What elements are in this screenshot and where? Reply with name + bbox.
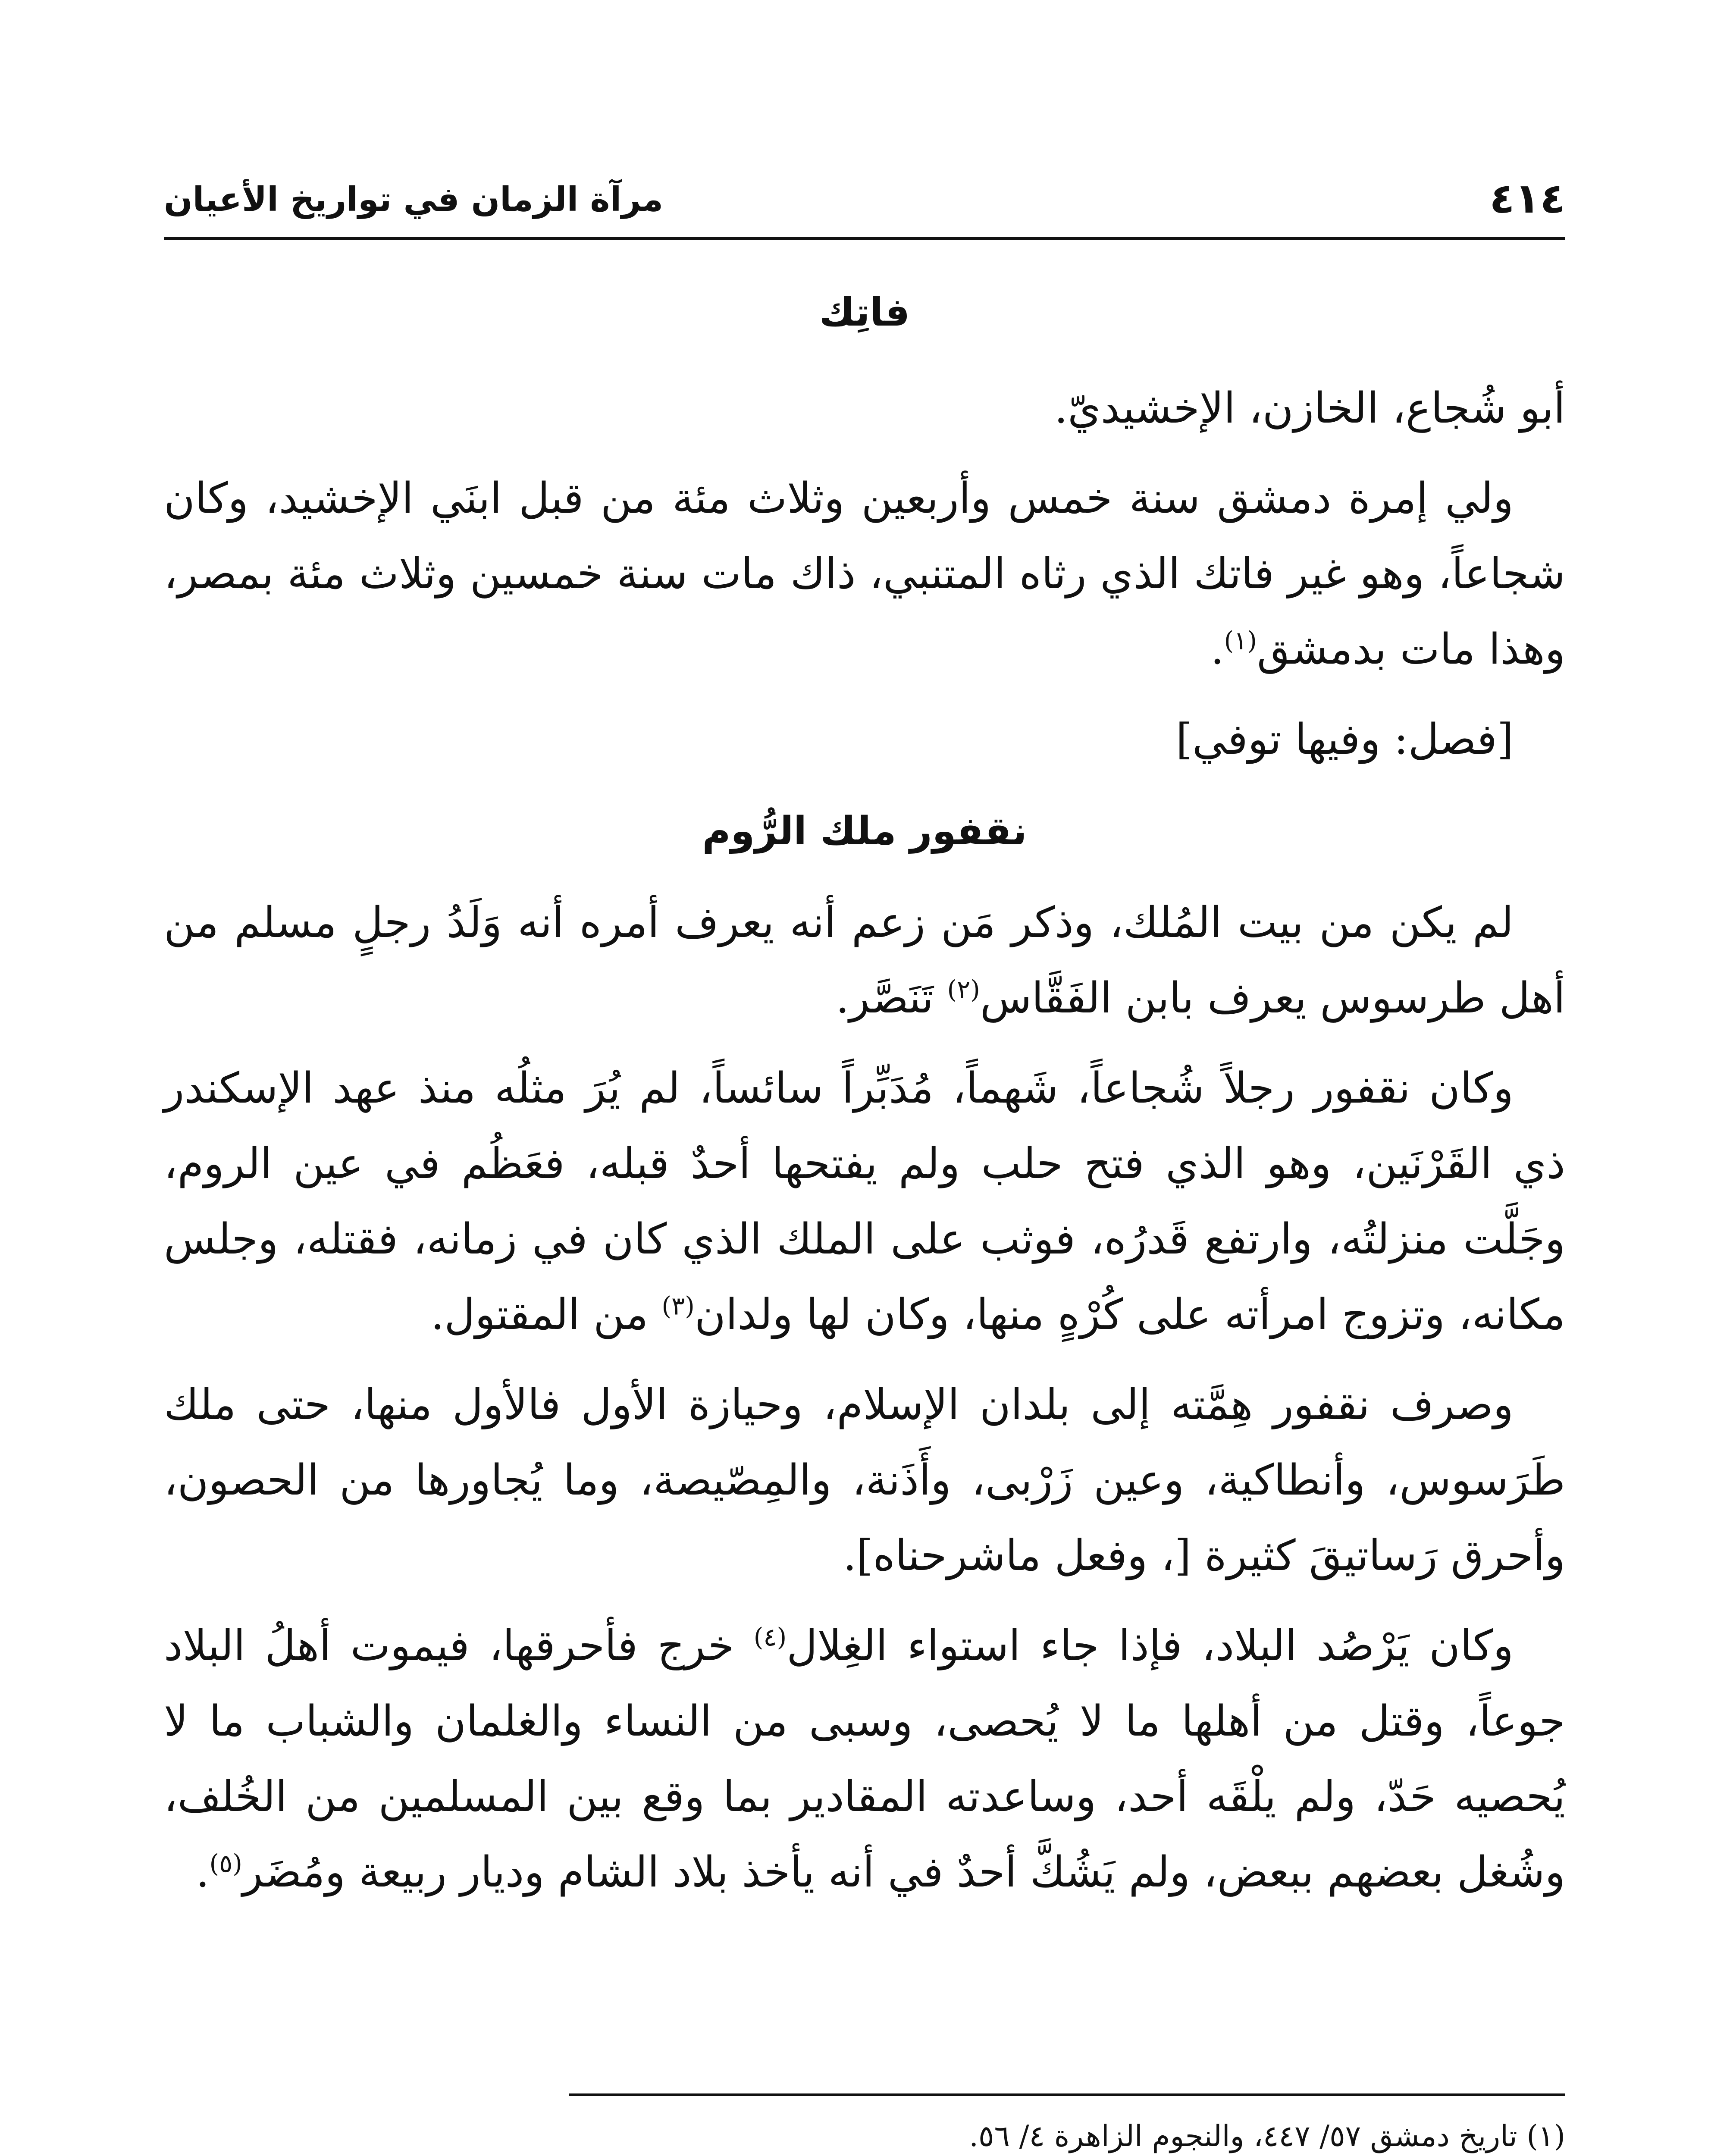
entry-2-paragraph-3: وصرف نقفور هِمَّته إلى بلدان الإسلام، وحيازة الأول فالأول منها، حتى ملك طَرَسوس، وأنطاكية، وعين زَرْبى، وأَذَنة، والمِصّيصة، وما يُجاورها من الحصون، وأحرق رَساتيقَ كثيرة [، وفعل ماشرحناه].: [164, 1380, 1565, 1580]
footnote-ref-5: (٥): [209, 1849, 242, 1878]
entry-1-paragraph-2-text: ولي إمرة دمشق سنة خمس وأربعين وثلاث مئة من قبل ابنَي الإخشيد، وكان شجاعاً، وهو غير فاتك الذي رثاه المتنبي، ذاك مات سنة خمسين وثلاث مئة بمصر، وهذا مات بدمشق: [164, 474, 1565, 674]
footnote-ref-2: (٢): [947, 975, 980, 1004]
entry-2-paragraph-4-text-a: وكان يَرْصُد البلاد، فإذا جاء استواء الغِلال: [787, 1621, 1514, 1670]
running-title: مرآة الزمان في تواريخ الأعيان: [164, 180, 664, 219]
entry-2-paragraph-4-text-c: .: [196, 1848, 210, 1897]
entry-1-paragraph-2: [164, 461, 1565, 687]
section-note: [فصل: وفيها توفي]: [1175, 715, 1514, 764]
page-body: [164, 276, 1565, 1925]
entry-2-paragraph-2-text-b: من المقتول.: [431, 1290, 662, 1339]
entry-2-paragraph-1: [164, 885, 1565, 1036]
footnote-ref-3: (٣): [661, 1291, 695, 1321]
page-number: ٤١٤: [1489, 174, 1565, 222]
entry-1-paragraph-1: أبو شُجاع، الخازن، الإخشيديّ.: [1054, 384, 1565, 433]
footnote-1: (١) تاريخ دمشق ٥٧/ ٤٤٧، والنجوم الزاهرة ٤/ ٥٦.: [969, 2119, 1565, 2153]
entry-2-paragraph-1-text-a: لم يكن من بيت المُلك، وذكر مَن زعم أنه يعرف أمره أنه وَلَدُ رجلٍ مسلم من أهل طرسوس يعرف بابن الفَقَّاس: [164, 898, 1565, 1023]
footnote-ref-1: (١): [1224, 626, 1257, 655]
entry-2-paragraph-2: [164, 1051, 1565, 1353]
page-header: [164, 164, 1565, 240]
entry-2-paragraph-4: [164, 1608, 1565, 1910]
entry-2-paragraph-4-text-b: خرج فأحرقها، فيموت أهلُ البلاد جوعاً، وقتل من أهلها ما لا يُحصى، وسبى من النساء والغلمان والشباب ما لا يُحصيه حَدّ، ولم يلْقَه أحد، وساعدته المقادير بما وقع بين المسلمين من الخُلف، وشُغل بعضهم ببعض، ولم يَشُكَّ أحدٌ في أنه يأخذ بلاد الشام وديار ربيعة ومُضَر: [164, 1621, 1565, 1897]
footnotes: [164, 2109, 1565, 2156]
footnote-divider: [569, 2093, 1565, 2096]
entry-1-paragraph-2-end: .: [1210, 625, 1224, 674]
entry-title-nicephorus: نقفور ملك الرُّوم: [702, 808, 1027, 854]
entry-2-paragraph-2-text-a: وكان نقفور رجلاً شُجاعاً، شَهماً، مُدَبِّراً سائساً، لم يُرَ مثلُه منذ عهد الإسكندر ذي القَرْنَين، وهو الذي فتح حلب ولم يفتحها أحدٌ قبله، فعَظُم في عين الروم، وجَلَّت منزلتُه، وارتفع قَدرُه، فوثب على الملك الذي كان في زمانه، فقتله، وجلس مكانه، وتزوج امرأته على كُرْهٍ منها، وكان لها ولدان: [164, 1064, 1565, 1339]
footnote-ref-4: (٤): [753, 1622, 787, 1652]
entry-2-paragraph-1-text-b: تَنَصَّر.: [836, 974, 947, 1023]
entry-title-fatik: فاتِك: [819, 290, 910, 335]
